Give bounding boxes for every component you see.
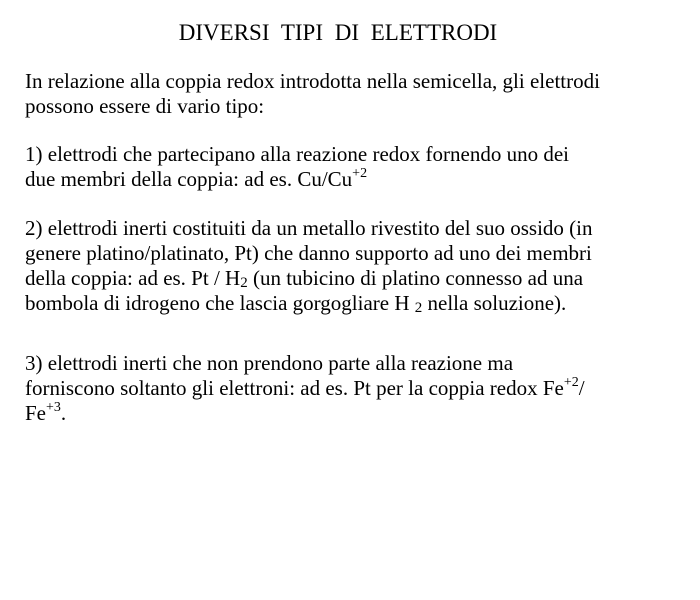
item2-line-3 xyxy=(25,266,680,291)
electrode-type-3 xyxy=(25,351,680,426)
item2-line-1: 2) elettrodi inerti costituiti da un metallo rivestito del suo ossido (in xyxy=(25,216,593,240)
intro-paragraph xyxy=(25,69,680,119)
item2-line-3-b: (un tubicino di platino connesso ad una xyxy=(247,266,584,290)
item1-line-2 xyxy=(25,167,680,192)
electrode-type-2 xyxy=(25,216,680,316)
item3-line-2 xyxy=(25,376,680,401)
item3-line-2-a: forniscono soltanto gli elettroni: ad es. Pt per la coppia redox Fe xyxy=(25,376,564,400)
iron-iii-charge: +3 xyxy=(46,400,61,415)
item2-line-4 xyxy=(25,291,680,316)
item2-line-4-a: bombola di idrogeno che lascia gorgogliare H xyxy=(25,291,410,315)
item3-line-3 xyxy=(25,401,680,426)
item2-line-4-b: nella soluzione). xyxy=(422,291,567,315)
hydrogen-subscript: 2 xyxy=(240,275,248,291)
item1-line-2-text: due membri della coppia: ad es. Cu/Cu xyxy=(25,167,353,191)
electrode-type-1 xyxy=(25,142,680,192)
iron-ii-charge: +2 xyxy=(563,375,579,390)
item3-line-3-a: Fe xyxy=(25,401,46,425)
intro-line-2: possono essere di vario tipo: xyxy=(25,94,265,118)
page-title: DIVERSI TIPI DI ELETTRODI xyxy=(178,20,498,45)
item3-line-3-b: . xyxy=(60,401,67,425)
item3-line-1: 3) elettrodi inerti che non prendono parte alla reazione ma xyxy=(25,351,514,375)
item1-line-1: 1) elettrodi che partecipano alla reazione redox fornendo uno dei xyxy=(25,142,570,166)
copper-ion-charge: +2 xyxy=(352,166,368,181)
item2-line-3-a: della coppia: ad es. Pt / H xyxy=(25,266,241,290)
intro-line-1: In relazione alla coppia redox introdotta nella semicella, gli elettrodi xyxy=(25,69,600,93)
hydrogen-gas-subscript: 2 xyxy=(414,300,423,316)
item2-line-2: genere platino/platinato, Pt) che danno supporto ad uno dei membri xyxy=(25,241,592,265)
item3-line-2-b: / xyxy=(578,376,585,400)
